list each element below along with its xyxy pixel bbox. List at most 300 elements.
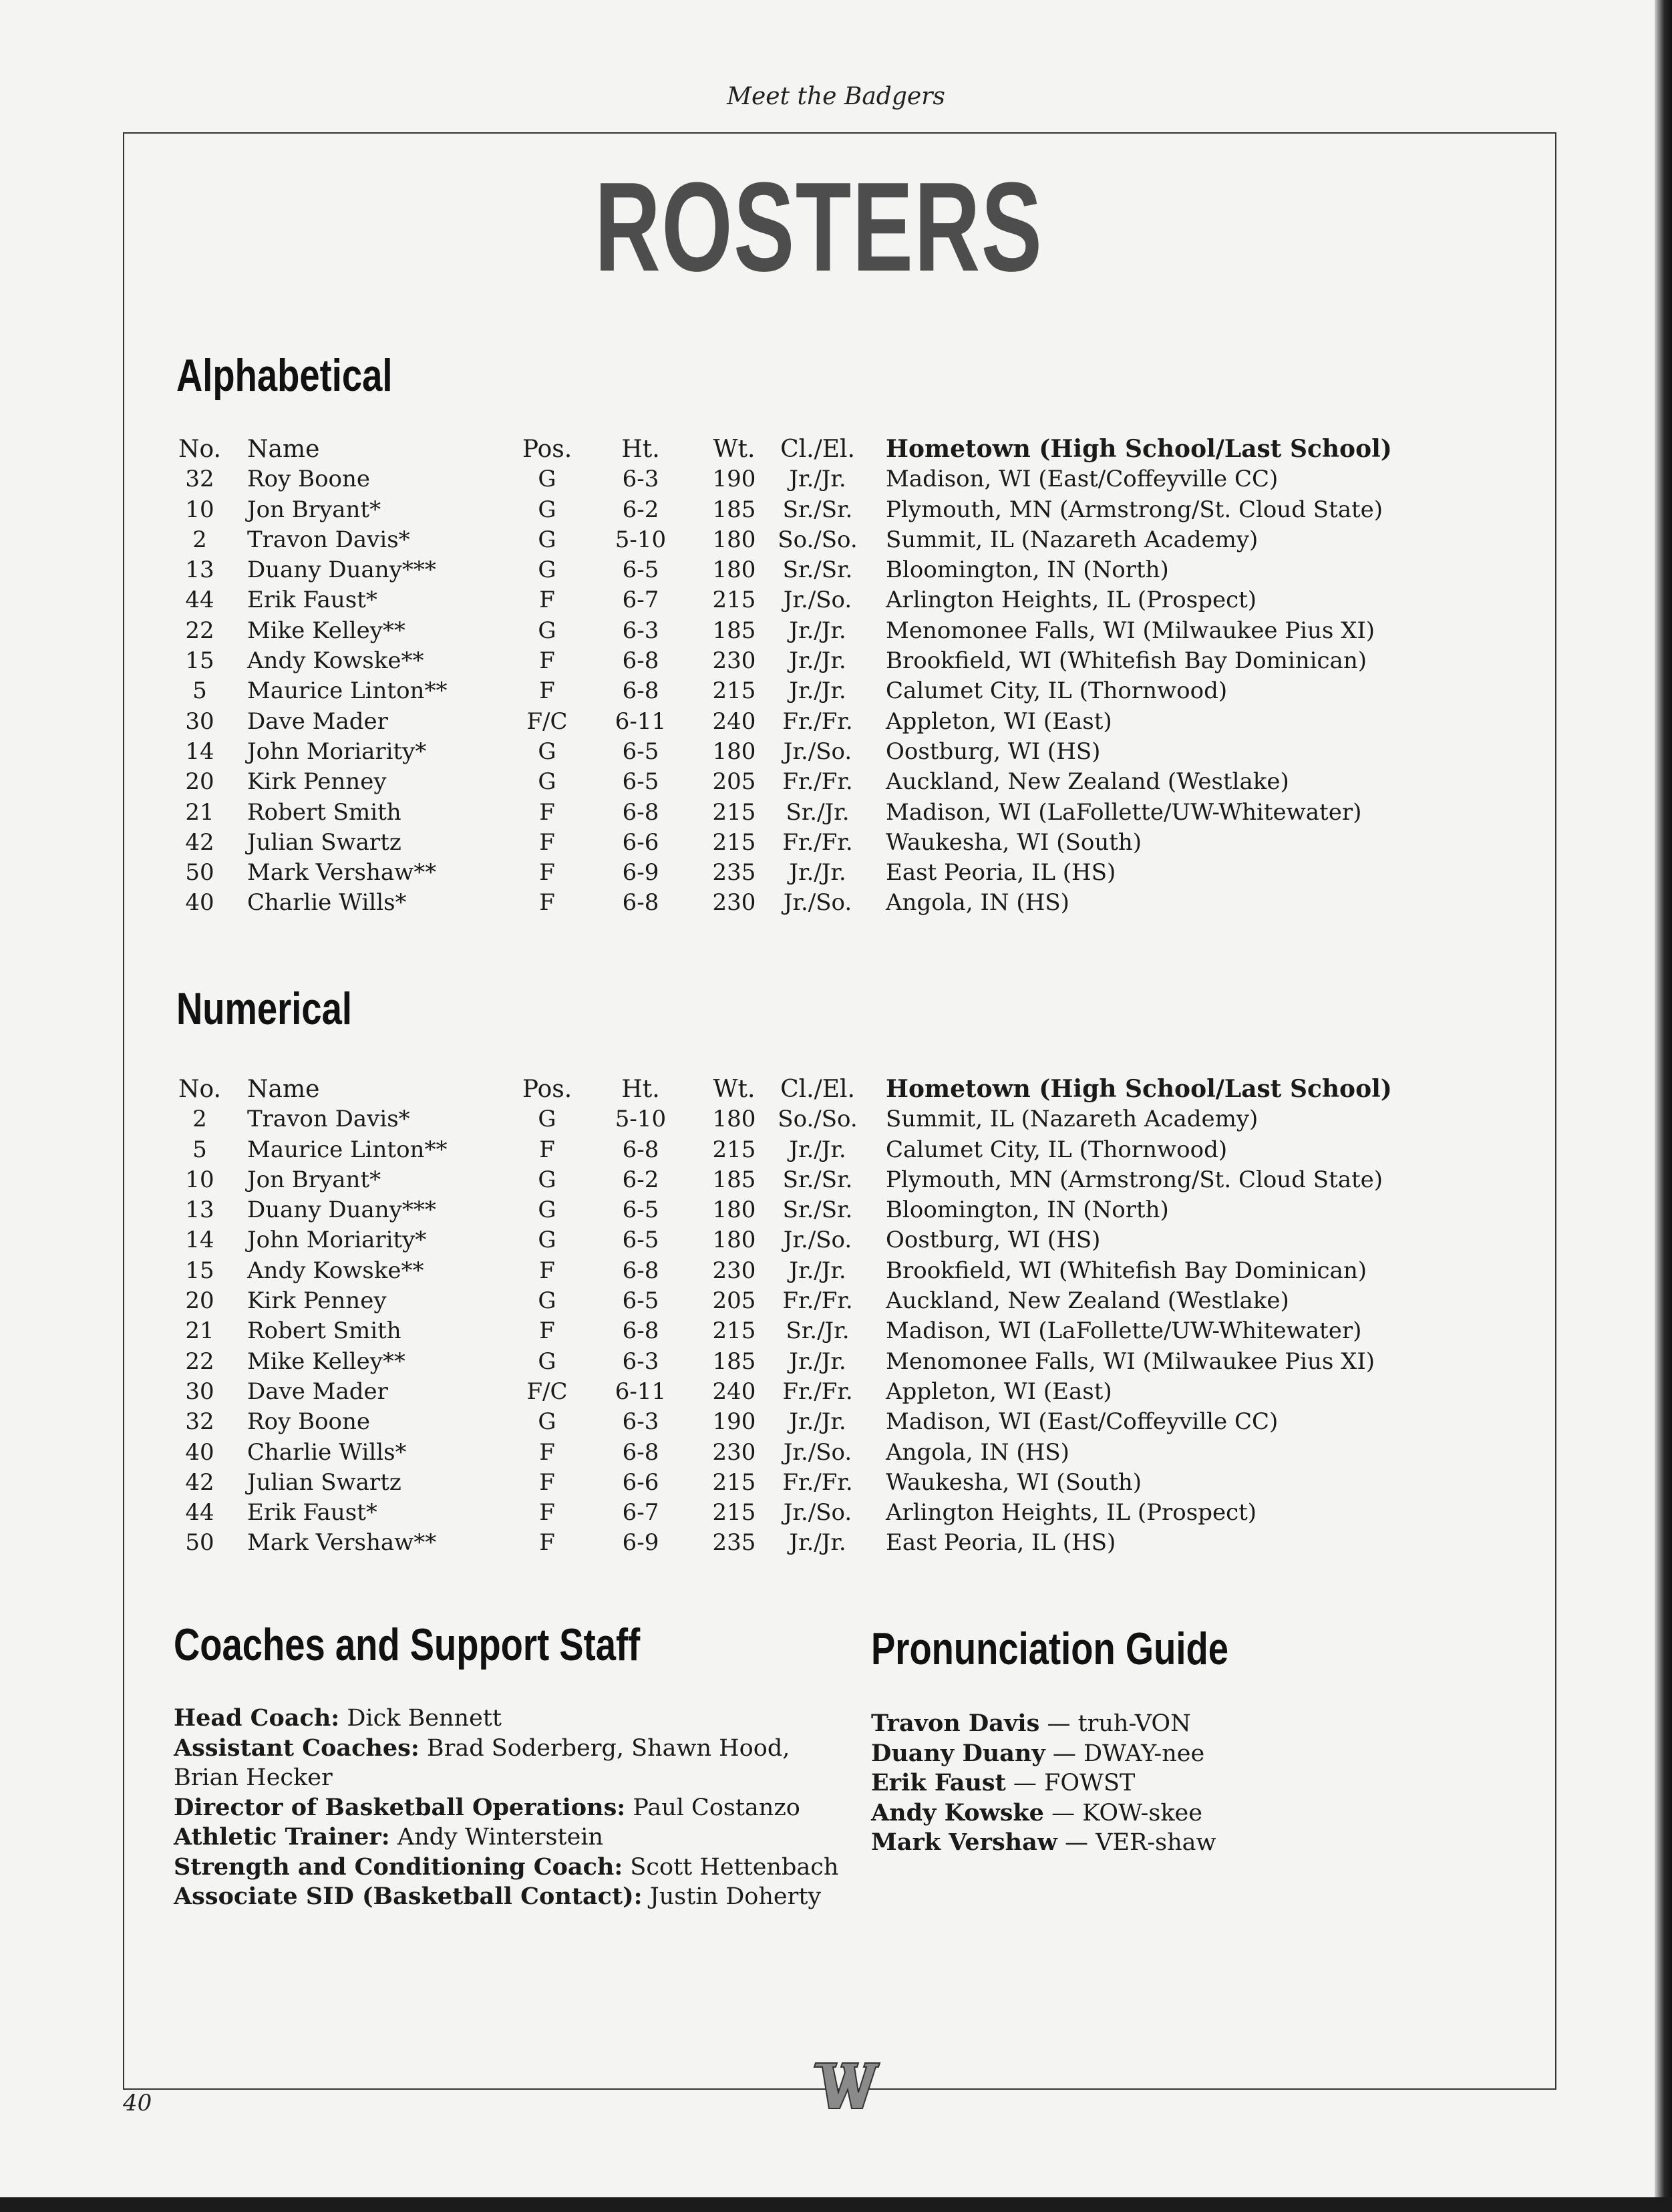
pronunciation-heading: Pronunciation Guide — [871, 1623, 1228, 1674]
player-weight: 205 — [712, 1287, 756, 1315]
player-name: John Moriarity* — [247, 1227, 427, 1254]
player-hometown: Brookfield, WI (Whitefish Bay Dominican) — [886, 1257, 1367, 1284]
player-position: F — [539, 1438, 555, 1466]
player-position: F — [539, 859, 555, 887]
player-hometown: Appleton, WI (East) — [886, 707, 1112, 735]
player-height: 6-11 — [615, 1378, 667, 1405]
player-number: 30 — [185, 1378, 214, 1405]
player-number: 15 — [185, 1257, 214, 1284]
table-row — [176, 1104, 1379, 1134]
player-class: Sr./Sr. — [782, 1166, 853, 1193]
player-weight: 185 — [712, 617, 756, 644]
table-row — [176, 1286, 1379, 1316]
player-height: 6-5 — [622, 1287, 659, 1315]
table-header-row — [176, 1074, 1392, 1104]
player-weight: 180 — [712, 1197, 756, 1224]
player-class: Jr./Jr. — [789, 1257, 846, 1284]
player-number: 22 — [185, 1348, 214, 1375]
page-number: 40 — [123, 2090, 152, 2116]
player-name: Charlie Wills* — [247, 1438, 407, 1466]
table-row — [176, 707, 1379, 737]
table-row — [176, 1195, 1379, 1225]
pronunciation-dash: — — [1039, 1710, 1078, 1737]
player-height: 6-5 — [622, 1197, 659, 1224]
player-height: 6-5 — [622, 768, 659, 796]
table-row — [176, 525, 1379, 555]
player-height: 6-7 — [622, 587, 659, 614]
pronunciation-guide: FOWST — [1044, 1770, 1136, 1796]
player-weight: 215 — [712, 1468, 756, 1496]
player-hometown: Angola, IN (HS) — [886, 1438, 1069, 1466]
player-number: 40 — [185, 889, 214, 917]
player-position: F — [539, 1136, 555, 1163]
player-height: 6-5 — [622, 557, 659, 584]
staff-heading: Coaches and Support Staff — [174, 1619, 641, 1670]
player-class: Sr./Sr. — [782, 1197, 853, 1224]
player-position: G — [538, 1287, 556, 1315]
player-weight: 180 — [712, 1106, 756, 1133]
player-class: Jr./So. — [783, 889, 852, 917]
player-name: Mike Kelley** — [247, 617, 405, 644]
staff-value: Brad Soderberg, Shawn Hood, — [426, 1734, 790, 1762]
player-height: 6-8 — [622, 798, 659, 826]
staff-value: Dick Bennett — [347, 1705, 502, 1732]
col-header-no: No. — [178, 1076, 221, 1103]
player-hometown: Waukesha, WI (South) — [886, 1468, 1142, 1496]
player-position: G — [538, 496, 556, 523]
pronunciation-item — [871, 1828, 1339, 1858]
staff-label: Associate SID (Basketball Contact): — [174, 1883, 643, 1910]
player-number: 42 — [185, 828, 214, 856]
table-row — [176, 1316, 1379, 1346]
pronunciation-guide: truh-VON — [1077, 1710, 1191, 1737]
player-hometown: Bloomington, IN (North) — [886, 557, 1169, 584]
player-class: Jr./Jr. — [789, 466, 846, 493]
player-weight: 215 — [712, 798, 756, 826]
player-number: 50 — [185, 1529, 214, 1557]
player-position: F — [539, 1317, 555, 1345]
alphabetical-heading: Alphabetical — [176, 350, 393, 401]
player-height: 6-8 — [622, 1136, 659, 1163]
player-hometown: Oostburg, WI (HS) — [886, 1227, 1101, 1254]
player-name: Roy Boone — [247, 1408, 371, 1436]
player-weight: 215 — [712, 677, 756, 705]
player-height: 6-5 — [622, 738, 659, 765]
player-weight: 190 — [712, 1408, 756, 1436]
player-height: 6-6 — [622, 828, 659, 856]
player-number: 5 — [192, 677, 207, 705]
player-hometown: Calumet City, IL (Thornwood) — [886, 1136, 1228, 1163]
player-position: G — [538, 1197, 556, 1224]
player-number: 32 — [185, 466, 214, 493]
player-position: G — [538, 617, 556, 644]
player-number: 44 — [185, 587, 214, 614]
player-weight: 185 — [712, 1348, 756, 1375]
player-height: 6-3 — [622, 617, 659, 644]
staff-assistant-coaches — [174, 1734, 842, 1764]
table-row — [176, 1256, 1379, 1286]
player-class: Sr./Sr. — [782, 496, 853, 523]
player-name: Mark Vershaw** — [247, 1529, 437, 1557]
player-class: Jr./So. — [783, 1499, 852, 1527]
staff-list — [174, 1704, 842, 1912]
player-height: 6-6 — [622, 1468, 659, 1496]
col-header-no: No. — [178, 436, 221, 463]
running-head: Meet the Badgers — [727, 83, 945, 110]
player-height: 6-5 — [622, 1227, 659, 1254]
player-number: 42 — [185, 1468, 214, 1496]
player-position: F — [539, 1468, 555, 1496]
player-class: Jr./Jr. — [789, 617, 846, 644]
player-name: Kirk Penney — [247, 768, 387, 796]
player-height: 6-9 — [622, 859, 659, 887]
table-row — [176, 1225, 1379, 1255]
player-height: 6-8 — [622, 1257, 659, 1284]
player-name: Erik Faust* — [247, 1499, 377, 1527]
player-position: G — [538, 466, 556, 493]
table-row — [176, 1135, 1379, 1165]
player-weight: 180 — [712, 557, 756, 584]
player-height: 6-2 — [622, 496, 659, 523]
player-hometown: Angola, IN (HS) — [886, 889, 1069, 917]
player-number: 50 — [185, 859, 214, 887]
player-height: 6-7 — [622, 1499, 659, 1527]
player-weight: 180 — [712, 738, 756, 765]
player-class: Jr./So. — [783, 1438, 852, 1466]
table-row — [176, 858, 1379, 888]
player-hometown: East Peoria, IL (HS) — [886, 859, 1116, 887]
player-position: F/C — [526, 707, 568, 735]
player-name: Mark Vershaw** — [247, 859, 437, 887]
player-name: Erik Faust* — [247, 587, 377, 614]
table-row — [176, 798, 1379, 828]
player-class: Jr./Jr. — [789, 677, 846, 705]
player-number: 5 — [192, 1136, 207, 1163]
player-name: Andy Kowske** — [247, 1257, 424, 1284]
pronunciation-guide: KOW-skee — [1082, 1799, 1202, 1827]
player-hometown: Oostburg, WI (HS) — [886, 738, 1101, 765]
scan-bottom-edge — [0, 2197, 1672, 2212]
player-position: F — [539, 1257, 555, 1284]
page-title: ROSTERS — [595, 156, 1043, 298]
player-hometown: Madison, WI (LaFollette/UW-Whitewater) — [886, 798, 1362, 826]
table-row — [176, 828, 1379, 858]
page-edge-shadow — [1655, 0, 1672, 2212]
player-position: F — [539, 587, 555, 614]
player-name: Mike Kelley** — [247, 1348, 405, 1375]
player-hometown: Waukesha, WI (South) — [886, 828, 1142, 856]
pronunciation-name: Travon Davis — [871, 1710, 1040, 1737]
player-weight: 230 — [712, 889, 756, 917]
staff-strength — [174, 1853, 842, 1883]
player-number: 20 — [185, 768, 214, 796]
player-name: Travon Davis* — [247, 1106, 410, 1133]
player-number: 14 — [185, 738, 214, 765]
col-header-ht: Ht. — [621, 1076, 660, 1103]
player-weight: 230 — [712, 1438, 756, 1466]
table-row — [176, 646, 1379, 676]
staff-value: Paul Costanzo — [633, 1794, 800, 1821]
player-position: F — [539, 1499, 555, 1527]
player-height: 6-8 — [622, 1438, 659, 1466]
player-weight: 215 — [712, 1499, 756, 1527]
player-hometown: Madison, WI (LaFollette/UW-Whitewater) — [886, 1317, 1362, 1345]
player-number: 30 — [185, 707, 214, 735]
col-header-hometown: Hometown (High School/Last School) — [886, 435, 1392, 463]
pronunciation-name: Mark Vershaw — [871, 1829, 1057, 1856]
col-header-ht: Ht. — [621, 436, 660, 463]
player-class: Jr./So. — [783, 587, 852, 614]
table-row — [176, 1498, 1379, 1528]
player-hometown: Summit, IL (Nazareth Academy) — [886, 1106, 1259, 1133]
player-weight: 230 — [712, 647, 756, 675]
player-name: Robert Smith — [247, 1317, 401, 1345]
pronunciation-name: Erik Faust — [871, 1769, 1006, 1796]
player-name: Maurice Linton** — [247, 1136, 448, 1163]
pronunciation-list — [871, 1709, 1339, 1858]
player-class: Fr./Fr. — [782, 828, 853, 856]
player-hometown: Madison, WI (East/Coffeyville CC) — [886, 466, 1279, 493]
player-name: Andy Kowske** — [247, 647, 424, 675]
player-height: 6-8 — [622, 1317, 659, 1345]
player-hometown: Madison, WI (East/Coffeyville CC) — [886, 1408, 1279, 1436]
player-number: 20 — [185, 1287, 214, 1315]
player-position: G — [538, 1227, 556, 1254]
player-weight: 240 — [712, 1378, 756, 1405]
table-row — [176, 495, 1383, 525]
player-hometown: Plymouth, MN (Armstrong/St. Cloud State) — [886, 1166, 1383, 1193]
player-name: Roy Boone — [247, 466, 371, 493]
player-number: 40 — [185, 1438, 214, 1466]
table-row — [176, 585, 1379, 615]
player-number: 22 — [185, 617, 214, 644]
col-header-class: Cl./El. — [780, 1076, 855, 1103]
player-weight: 185 — [712, 1166, 756, 1193]
player-class: Jr./Jr. — [789, 859, 846, 887]
player-class: Jr./So. — [783, 738, 852, 765]
player-number: 15 — [185, 647, 214, 675]
player-name: Dave Mader — [247, 707, 388, 735]
staff-label: Head Coach: — [174, 1704, 340, 1732]
player-position: F — [539, 1529, 555, 1557]
player-weight: 235 — [712, 1529, 756, 1557]
table-row — [176, 676, 1379, 706]
col-header-hometown: Hometown (High School/Last School) — [886, 1075, 1392, 1103]
pronunciation-guide: VER-shaw — [1096, 1829, 1216, 1856]
player-height: 6-3 — [622, 466, 659, 493]
player-name: Julian Swartz — [247, 1468, 401, 1496]
player-class: Sr./Jr. — [786, 1317, 850, 1345]
player-position: G — [538, 1348, 556, 1375]
player-name: Charlie Wills* — [247, 889, 407, 917]
col-header-name: Name — [247, 1076, 320, 1103]
player-height: 6-8 — [622, 647, 659, 675]
player-height: 6-8 — [622, 677, 659, 705]
player-weight: 180 — [712, 1227, 756, 1254]
player-position: F — [539, 647, 555, 675]
player-name: Dave Mader — [247, 1378, 388, 1405]
player-height: 6-9 — [622, 1529, 659, 1557]
player-hometown: Appleton, WI (East) — [886, 1378, 1112, 1405]
player-height: 6-2 — [622, 1166, 659, 1193]
player-class: Jr./Jr. — [789, 647, 846, 675]
pronunciation-name: Andy Kowske — [871, 1798, 1044, 1827]
player-hometown: Calumet City, IL (Thornwood) — [886, 677, 1228, 705]
player-class: Fr./Fr. — [782, 1287, 853, 1315]
player-hometown: East Peoria, IL (HS) — [886, 1529, 1116, 1557]
player-number: 32 — [185, 1408, 214, 1436]
table-row — [176, 616, 1379, 646]
player-weight: 215 — [712, 1317, 756, 1345]
table-row — [176, 1347, 1379, 1377]
player-class: Fr./Fr. — [782, 768, 853, 796]
numerical-rows — [176, 1104, 1383, 1558]
table-row — [176, 737, 1379, 767]
player-weight: 205 — [712, 768, 756, 796]
player-class: So./So. — [778, 526, 858, 553]
player-position: G — [538, 557, 556, 584]
player-position: F — [539, 798, 555, 826]
player-number: 14 — [185, 1227, 214, 1254]
player-class: Jr./Jr. — [789, 1408, 846, 1436]
player-name: Jon Bryant* — [247, 1166, 381, 1193]
player-height: 6-3 — [622, 1348, 659, 1375]
staff-sid — [174, 1882, 842, 1912]
alphabetical-rows — [176, 464, 1383, 918]
player-class: Jr./Jr. — [789, 1136, 846, 1163]
player-weight: 215 — [712, 587, 756, 614]
staff-value: Andy Winterstein — [397, 1824, 604, 1851]
alphabetical-roster-table — [176, 434, 1392, 919]
player-position: G — [538, 1408, 556, 1436]
player-hometown: Summit, IL (Nazareth Academy) — [886, 526, 1259, 553]
player-height: 5-10 — [615, 1106, 667, 1133]
player-number: 10 — [185, 496, 214, 523]
player-name: Kirk Penney — [247, 1287, 387, 1315]
player-number: 21 — [185, 798, 214, 826]
col-header-pos: Pos. — [522, 436, 572, 463]
player-weight: 190 — [712, 466, 756, 493]
pronunciation-name: Duany Duany — [871, 1739, 1045, 1767]
table-row — [176, 1528, 1379, 1558]
player-height: 6-11 — [615, 707, 667, 735]
player-weight: 185 — [712, 496, 756, 523]
player-class: Jr./So. — [783, 1227, 852, 1254]
player-class: Jr./Jr. — [789, 1529, 846, 1557]
player-hometown: Arlington Heights, IL (Prospect) — [886, 1499, 1257, 1527]
staff-value: Justin Doherty — [649, 1883, 822, 1910]
player-name: Jon Bryant* — [247, 496, 381, 523]
player-position: G — [538, 1166, 556, 1193]
player-weight: 215 — [712, 1136, 756, 1163]
staff-head-coach — [174, 1704, 842, 1734]
player-name: Duany Duany*** — [247, 557, 436, 584]
numerical-roster-table — [176, 1074, 1392, 1559]
player-hometown: Arlington Heights, IL (Prospect) — [886, 587, 1257, 614]
pronunciation-dash: — — [1005, 1770, 1045, 1796]
player-position: F — [539, 677, 555, 705]
col-header-name: Name — [247, 436, 320, 463]
pronunciation-item — [871, 1768, 1339, 1798]
staff-label: Athletic Trainer: — [174, 1823, 390, 1851]
staff-label: Assistant Coaches: — [174, 1734, 420, 1762]
player-position: F — [539, 889, 555, 917]
player-class: Sr./Jr. — [786, 798, 850, 826]
player-name: Travon Davis* — [247, 526, 410, 553]
table-row — [176, 767, 1379, 797]
player-class: Fr./Fr. — [782, 1468, 853, 1496]
player-number: 44 — [185, 1499, 214, 1527]
pronunciation-guide: DWAY-nee — [1083, 1740, 1205, 1767]
player-hometown: Menomonee Falls, WI (Milwaukee Pius XI) — [886, 617, 1375, 644]
table-row — [176, 888, 1379, 918]
staff-assistant-coaches-cont: Brian Hecker — [174, 1764, 333, 1791]
table-row — [176, 1468, 1379, 1498]
player-weight: 240 — [712, 707, 756, 735]
player-position: G — [538, 738, 556, 765]
player-weight: 235 — [712, 859, 756, 887]
staff-label: Strength and Conditioning Coach: — [174, 1853, 623, 1881]
player-name: Julian Swartz — [247, 828, 401, 856]
pronunciation-item — [871, 1739, 1339, 1769]
player-hometown: Auckland, New Zealand (Westlake) — [886, 1287, 1289, 1315]
player-weight: 230 — [712, 1257, 756, 1284]
player-position: G — [538, 1106, 556, 1133]
player-position: F — [539, 828, 555, 856]
pronunciation-dash: — — [1057, 1829, 1096, 1856]
player-number: 13 — [185, 557, 214, 584]
pronunciation-dash: — — [1045, 1740, 1083, 1767]
staff-director — [174, 1793, 842, 1823]
player-hometown: Brookfield, WI (Whitefish Bay Dominican) — [886, 647, 1367, 675]
table-row — [176, 464, 1379, 494]
player-weight: 215 — [712, 828, 756, 856]
player-class: So./So. — [778, 1106, 858, 1133]
player-name: Duany Duany*** — [247, 1197, 436, 1224]
player-name: John Moriarity* — [247, 738, 427, 765]
player-position: G — [538, 526, 556, 553]
player-number: 2 — [192, 1106, 207, 1133]
player-class: Jr./Jr. — [789, 1348, 846, 1375]
player-number: 21 — [185, 1317, 214, 1345]
col-header-wt: Wt. — [713, 1076, 756, 1103]
player-name: Maurice Linton** — [247, 677, 448, 705]
player-class: Sr./Sr. — [782, 557, 853, 584]
player-hometown: Plymouth, MN (Armstrong/St. Cloud State) — [886, 496, 1383, 523]
player-hometown: Auckland, New Zealand (Westlake) — [886, 768, 1289, 796]
player-hometown: Menomonee Falls, WI (Milwaukee Pius XI) — [886, 1348, 1375, 1375]
table-header-row — [176, 434, 1392, 464]
staff-label: Director of Basketball Operations: — [174, 1793, 626, 1821]
staff-trainer — [174, 1823, 842, 1853]
numerical-heading: Numerical — [176, 983, 353, 1034]
table-row — [176, 1407, 1379, 1437]
player-name: Robert Smith — [247, 798, 401, 826]
table-row — [176, 1165, 1383, 1195]
player-number: 2 — [192, 526, 207, 553]
player-height: 6-3 — [622, 1408, 659, 1436]
player-number: 13 — [185, 1197, 214, 1224]
pronunciation-dash: — — [1043, 1799, 1083, 1827]
player-class: Fr./Fr. — [782, 1378, 853, 1405]
player-hometown: Bloomington, IN (North) — [886, 1197, 1169, 1224]
col-header-class: Cl./El. — [780, 436, 855, 463]
motion-w-logo-icon — [810, 2059, 884, 2112]
staff-value: Scott Hettenbach — [630, 1853, 839, 1881]
table-row — [176, 555, 1379, 585]
player-height: 6-8 — [622, 889, 659, 917]
player-number: 10 — [185, 1166, 214, 1193]
